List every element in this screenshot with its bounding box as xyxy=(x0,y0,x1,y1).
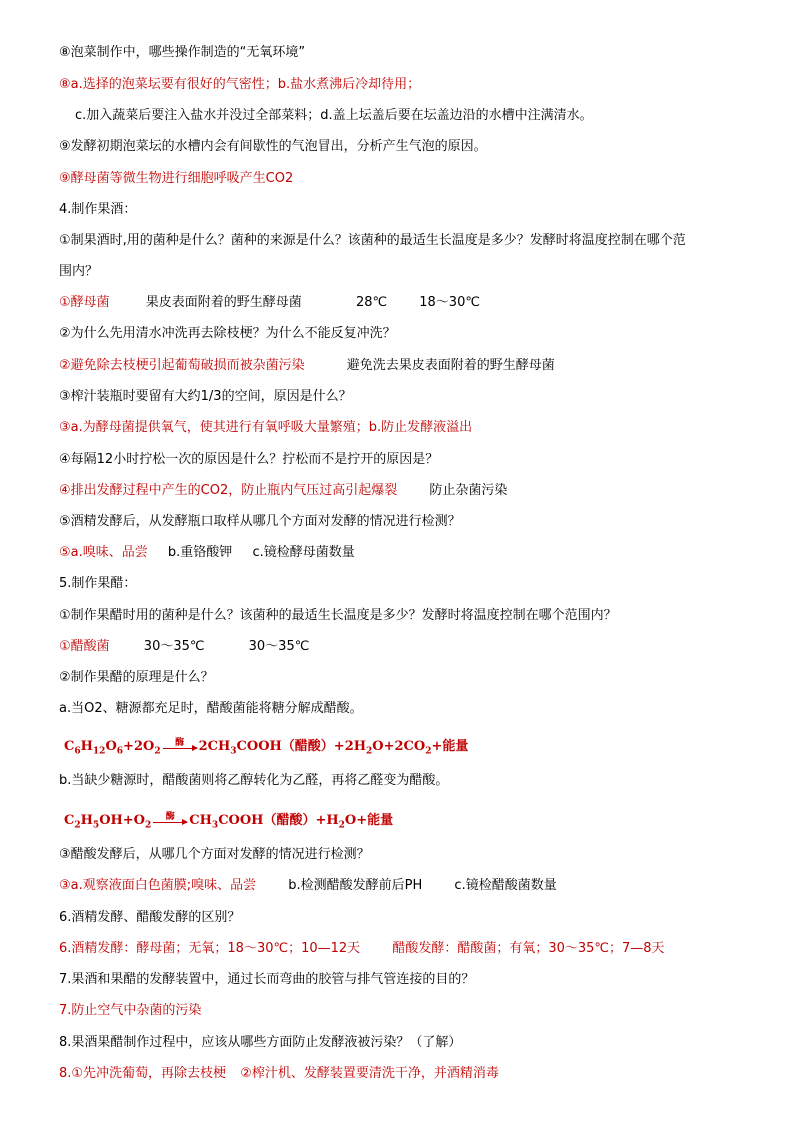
question-4-3: ③榨汁装瓶时要留有大约1/3的空间，原因是什么？ xyxy=(59,389,352,404)
answer-4-1 xyxy=(59,293,480,313)
answer-5-2-a: a.当O2、糖源都充足时，醋酸菌能将糖分解成醋酸。 xyxy=(59,701,363,716)
question-9-bubbles: ⑨发酵初期泡菜坛的水槽内会有间歇性的气泡冒出，分析产生气泡的原因。 xyxy=(59,139,487,154)
question-4-1-line1: ①制果酒时,用的菌种是什么？菌种的来源是什么？该菌种的最适生长温度是多少？发酵时将温度控制在哪个范 xyxy=(59,233,686,248)
question-5-3: ③醋酸发酵后，从哪几个方面对发酵的情况进行检测？ xyxy=(59,847,370,862)
equation-sugar-to-acetic-acid: $C_6H_{12}O_6+2O_2$ 酶 $2CH_3COOH$（醋酸）$+2H_2O+2CO_2+$能量 xyxy=(64,737,468,762)
equation-ethanol-to-acetic-acid: $C_2H_5OH+O_2$ 酶 $CH_3COOH$（醋酸）$+H_2O+$能量 xyxy=(64,811,393,836)
question-4-1-line2: 围内？ xyxy=(59,264,99,279)
question-4-4: ④每隔12小时拧松一次的原因是什么？拧松而不是拧开的原因是？ xyxy=(59,452,439,467)
answer-4-5-a: ⑤a.嗅味、品尝 xyxy=(59,545,148,560)
section-7-heading: 7.果酒和果醋的发酵装置中，通过长而弯曲的胶管与排气管连接的目的？ xyxy=(59,972,475,987)
answer-9: ⑨酵母菌等微生物进行细胞呼吸产生CO2 xyxy=(59,171,294,186)
section-5-heading: 5.制作果醋： xyxy=(59,576,137,591)
answer-4-5 xyxy=(59,543,355,563)
answer-8 xyxy=(59,1064,499,1084)
question-5-2: ②制作果醋的原理是什么？ xyxy=(59,670,214,685)
answer-4-1-optimal-temp: 28℃ xyxy=(355,295,388,310)
answer-5-1-strain: ①醋酸菌 xyxy=(59,639,110,654)
reaction-arrow-icon xyxy=(163,738,197,748)
answer-4-4 xyxy=(59,481,507,501)
answer-5-1 xyxy=(59,637,309,657)
answer-7: 7.防止空气中杂菌的污染 xyxy=(59,1003,202,1018)
answer-5-3-b: b.检测醋酸发酵前后PH xyxy=(288,878,423,893)
answer-8-part2: ②榨汁机、发酵装置要清洗干净，并酒精消毒 xyxy=(240,1066,499,1081)
answer-4-2-part2: 避免洗去果皮表面附着的野生酵母菌 xyxy=(346,358,555,373)
answer-4-1-source: 果皮表面附着的野生酵母菌 xyxy=(145,295,302,310)
answer-4-2-part1: ②避免除去枝梗引起葡萄破损而被杂菌污染 xyxy=(59,358,305,373)
answer-4-4-part1: ④排出发酵过程中产生的CO2，防止瓶内气压过高引起爆裂 xyxy=(59,483,398,498)
question-8-pickle-anaerobic: ⑧泡菜制作中，哪些操作制造的“无氧环境” xyxy=(59,45,306,60)
answer-5-1-temp-range: 30～35℃ xyxy=(248,639,310,654)
question-4-2: ②为什么先用清水冲洗再去除枝梗？为什么不能反复冲洗？ xyxy=(59,326,396,341)
question-5-1: ①制作果醋时用的菌种是什么？该菌种的最适生长温度是多少？发酵时将温度控制在哪个范围内？ xyxy=(59,608,617,623)
enzyme-label: 酶 xyxy=(165,812,175,822)
answer-6 xyxy=(59,939,665,959)
answer-8-part1: 8.①先冲洗葡萄，再除去枝梗 xyxy=(59,1066,227,1081)
answer-6-acetic: 醋酸发酵：醋酸菌；有氧；30～35℃；7—8天 xyxy=(392,941,665,956)
answer-6-alcohol: 6.酒精发酵：酵母菌；无氧；18～30℃；10—12天 xyxy=(59,941,361,956)
answer-4-4-part2: 防止杂菌污染 xyxy=(429,483,508,498)
answer-5-3-a: ③a.观察液面白色菌膜;嗅味、品尝 xyxy=(59,878,257,893)
answer-4-5-c: c.镜检酵母菌数量 xyxy=(252,545,355,560)
answer-5-3-c: c.镜检醋酸菌数量 xyxy=(454,878,557,893)
answer-4-5-b: b.重铬酸钾 xyxy=(167,545,233,560)
answer-4-3: ③a.为酵母菌提供氧气，使其进行有氧呼吸大量繁殖；b.防止发酵液溢出 xyxy=(59,420,473,435)
section-4-heading: 4.制作果酒： xyxy=(59,202,137,217)
answer-5-1-optimal-temp: 30～35℃ xyxy=(143,639,205,654)
section-6-heading: 6.酒精发酵、醋酸发酵的区别？ xyxy=(59,910,241,925)
answer-5-2-b: b.当缺少糖源时，醋酸菌则将乙醇转化为乙醛，再将乙醛变为醋酸。 xyxy=(59,773,449,788)
answer-8-part1: ⑧a.选择的泡菜坛要有很好的气密性；b.盐水煮沸后冷却待用； xyxy=(59,77,421,92)
answer-4-1-strain: ①酵母菌 xyxy=(59,295,110,310)
reaction-arrow-icon xyxy=(153,812,187,822)
answer-4-1-temp-range: 18～30℃ xyxy=(419,295,480,310)
answer-5-3 xyxy=(59,876,557,896)
question-4-5: ⑤酒精发酵后，从发酵瓶口取样从哪几个方面对发酵的情况进行检测？ xyxy=(59,514,461,529)
answer-8-part2: c.加入蔬菜后要注入盐水并没过全部菜料；d.盖上坛盖后要在坛盖边沿的水槽中注满清水。 xyxy=(75,108,593,123)
section-8-heading: 8.果酒果醋制作过程中，应该从哪些方面防止发酵液被污染？（了解） xyxy=(59,1035,462,1050)
enzyme-label: 酶 xyxy=(175,738,185,748)
answer-4-2 xyxy=(59,356,555,376)
